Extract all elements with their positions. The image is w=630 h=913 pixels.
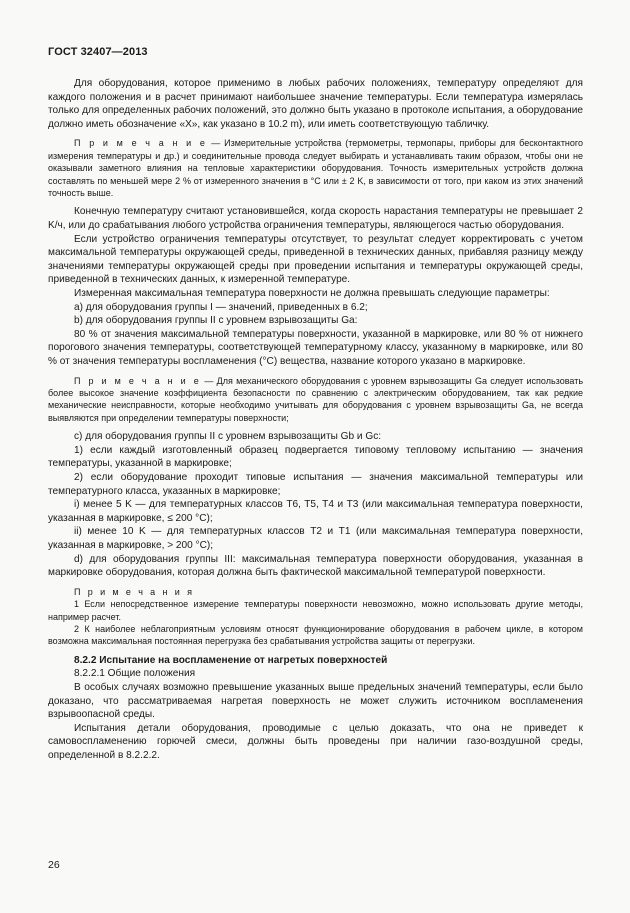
paragraph-measurement-positions: Для оборудования, которое применимо в любых рабочих положениях, температуру определяют для каждого положения и в расчет принимают наибольшее значение температуры. Если температура измерялась только для определенных рабочих положений, это должно быть указано в протоколе испытания, а оборудование должно иметь обозначение «X», как указано в 10.2 m), или иметь соответствующую табличку. [48, 78, 583, 130]
list-item-c-2: 2) если оборудование проходит типовые испытания — значения максимальной температуры или температурного класса, указанных в маркировке; [48, 471, 583, 497]
document-header: ГОСТ 32407—2013 [48, 46, 148, 58]
note-measuring-devices [48, 137, 583, 199]
paragraph-temperature-correction: Если устройство ограничения температуры отсутствует, то результат следует корректировать с учетом максимальной температуры окружающей среды, приведенной в технических данных, прибавляя разницу между значениями температуры окружающей среды при проведении испытания и температуры окружающей среды, приведенной в технических данных, к измеренной температуре. [48, 233, 583, 286]
note-1: 1 Если непосредственное измерение температуры поверхности невозможно, можно использовать другие методы, например расчет. [48, 599, 583, 622]
list-item-b-text: 80 % от значения максимальной температуры поверхности, указанной в маркировке, или 80 % от нижнего порогового значения температуры, соответствующей температурному классу, указанному в маркировке, или 80 % от значения температуры воспламенения (°C) вещества, название которого указано в маркировке. [48, 328, 583, 367]
note-label: П р и м е ч а н и е [74, 375, 202, 386]
paragraph-final-temperature: Конечную температуру считают установившейся, когда скорость нарастания температуры не превышает 2 K/ч, или до срабатывания любого устройства ограничения температуры, являющегося частью оборудования. [48, 206, 583, 231]
list-item-b: b) для оборудования группы II с уровнем взрывозащиты Ga: [74, 315, 358, 327]
paragraph-max-surface-temperature: Измеренная максимальная температура поверхности не должна превышать следующие параметры: [74, 287, 550, 299]
note-mechanical-equipment [48, 375, 583, 425]
note-text: — Измерительные устройства (термометры, термопары, приборы для бесконтактного измерения температуры и др.) и соединительные провода следует выбирать и устанавливать таким образом, чтобы они не оказывали заметного влияния на тепловые характеристики оборудования. Точность измерительных устройств должна составлять по меньшей мере 2 % от измеренного значения в °C или ± 2 K, в зависимости от того, при каком из этих значений точность выше. [48, 138, 584, 198]
paragraph-special-cases: В особых случаях возможно превышение указанных выше предельных значений температуры, если было доказано, что рассматриваемая нагретая поверхность не может служить источником воспламенения взрывоопасной среды. [48, 681, 583, 721]
paragraph-ignition-tests: Испытания детали оборудования, проводимые с целью доказать, что она не приведет к самовоспламенению горючей смеси, должны быть проведены при наличии газо-воздушной среды, определенной в 8.2.2.2. [48, 722, 583, 761]
list-item-a: a) для оборудования группы I — значений, приведенных в 6.2; [74, 301, 368, 313]
list-item-c-i: i) менее 5 K — для температурных классов T6, T5, T4 и T3 (или максимальная температура поверхности, указанная в маркировке, ≤ 200 °C); [48, 499, 583, 524]
list-item-c-ii: ii) менее 10 K — для температурных классов T2 и T1 (или максимальная температура поверхности, указанная в маркировке, > 200 °C); [48, 526, 583, 551]
list-item-c: c) для оборудования группы II с уровнем взрывозащиты Gb и Gc: [74, 431, 382, 443]
note-2: 2 К наиболее неблагоприятным условиям относят функционирование оборудования в рабочем цикле, в котором возможна максимальная постоянная перегрузка без срабатывания устройства защиты от перегрузки. [48, 623, 583, 647]
list-item-d: d) для оборудования группы III: максимальная температура поверхности оборудования, указанная в маркировке оборудования, которая должна быть фактической максимальной температурой поверхности. [48, 553, 583, 579]
list-item-c-1: 1) если каждый изготовленный образец подвергается типовому тепловому испытанию — значения температуры, указанной в маркировке; [48, 444, 583, 470]
page-number: 26 [48, 859, 60, 871]
document-body [48, 77, 583, 762]
note-label: П р и м е ч а н и е [74, 138, 208, 149]
note-text: — Для механического оборудования с уровнем взрывозащиты Ga следует использовать более высокое значение коэффициента безопасности по сравнению с электрическим оборудованием, так как редкие механические неисправности, которые необходимо учитывать для оборудования с уровнем взрывозащиты Ga, не всегда выявляются при определении температуры поверхности; [48, 375, 584, 423]
section-title: 8.2.2 Испытание на воспламенение от нагретых поверхностей [74, 654, 388, 666]
subsection-title: 8.2.2.1 Общие положения [74, 668, 196, 680]
notes-heading: П р и м е ч а н и я [74, 586, 195, 597]
